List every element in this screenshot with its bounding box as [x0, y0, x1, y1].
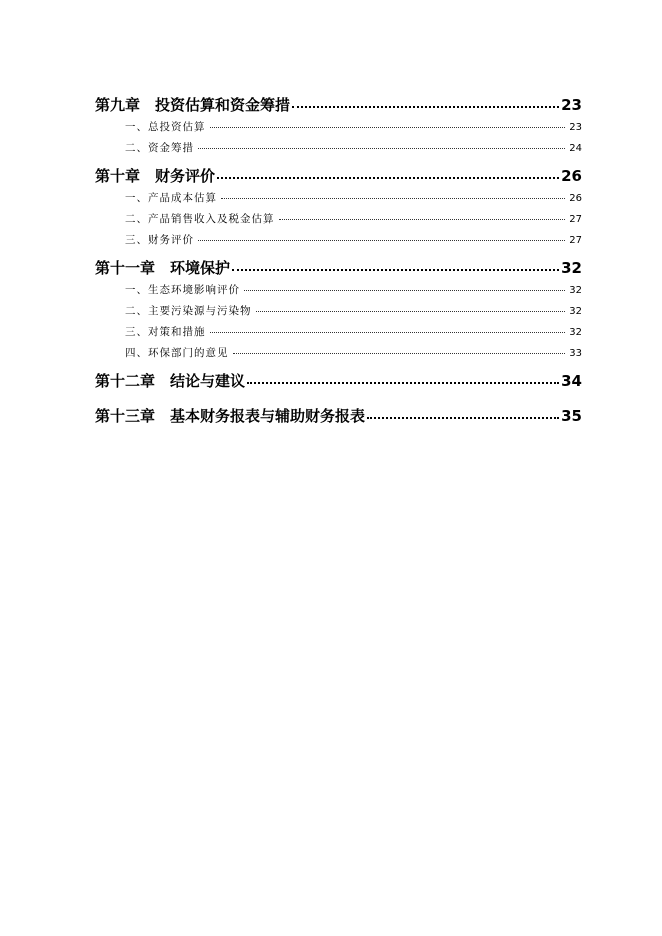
toc-entry-title: 第九章 投资估算和资金筹措 [95, 96, 291, 114]
toc-chapter-9[interactable] [95, 94, 582, 119]
toc-page-number: 24 [569, 143, 582, 154]
toc-page-number: 34 [561, 372, 582, 390]
toc-page-number: 33 [569, 348, 582, 359]
dot-leader [367, 417, 559, 419]
toc-section-10-3[interactable] [95, 232, 582, 253]
toc-section-11-3[interactable] [95, 324, 582, 345]
toc-section-11-1[interactable] [95, 282, 582, 303]
toc-section-9-2[interactable] [95, 140, 582, 161]
toc-entry-title: 二、主要污染源与污染物 [125, 305, 252, 317]
dot-leader [247, 382, 559, 384]
toc-section-10-1[interactable] [95, 190, 582, 211]
toc-page-number: 35 [561, 407, 582, 425]
toc-entry-title: 第十三章 基本财务报表与辅助财务报表 [95, 407, 366, 425]
toc-page-number: 32 [569, 285, 582, 296]
toc-page-number: 27 [569, 235, 582, 246]
toc-chapter-12[interactable] [95, 370, 582, 395]
toc-page-number: 32 [569, 327, 582, 338]
dot-leader [292, 106, 559, 108]
dot-leader [198, 148, 565, 149]
dot-leader [217, 177, 559, 179]
toc-chapter-10[interactable] [95, 165, 582, 190]
toc-page-number: 27 [569, 214, 582, 225]
toc-section-9-1[interactable] [95, 119, 582, 140]
dot-leader [232, 269, 559, 271]
toc-entry-title: 第十章 财务评价 [95, 167, 216, 185]
dot-leader [244, 290, 565, 291]
toc-entry-title: 二、资金筹措 [125, 142, 194, 154]
toc-entry-title: 一、生态环境影响评价 [125, 284, 240, 296]
dot-leader [198, 240, 565, 241]
toc-section-11-2[interactable] [95, 303, 582, 324]
dot-leader [256, 311, 566, 312]
toc-entry-title: 三、财务评价 [125, 234, 194, 246]
toc-page-number: 26 [569, 193, 582, 204]
toc-section-11-4[interactable] [95, 345, 582, 366]
toc-entry-title: 四、环保部门的意见 [125, 347, 229, 359]
toc-entry-title: 一、产品成本估算 [125, 192, 217, 204]
toc-entry-title: 第十二章 结论与建议 [95, 372, 246, 390]
toc-page-number: 23 [569, 122, 582, 133]
toc-page-number: 32 [561, 259, 582, 277]
toc-entry-title: 第十一章 环境保护 [95, 259, 231, 277]
dot-leader [210, 127, 566, 128]
toc-page-number: 26 [561, 167, 582, 185]
toc-section-10-2[interactable] [95, 211, 582, 232]
toc-chapter-13[interactable] [95, 405, 582, 430]
toc-entry-title: 二、产品销售收入及税金估算 [125, 213, 275, 225]
dot-leader [210, 332, 566, 333]
toc-entry-title: 一、总投资估算 [125, 121, 206, 133]
toc-entry-title: 三、对策和措施 [125, 326, 206, 338]
dot-leader [279, 219, 566, 220]
dot-leader [221, 198, 565, 199]
toc-chapter-11[interactable] [95, 257, 582, 282]
toc-page-number: 32 [569, 306, 582, 317]
dot-leader [233, 353, 566, 354]
toc-page-number: 23 [561, 96, 582, 114]
table-of-contents [95, 94, 582, 430]
